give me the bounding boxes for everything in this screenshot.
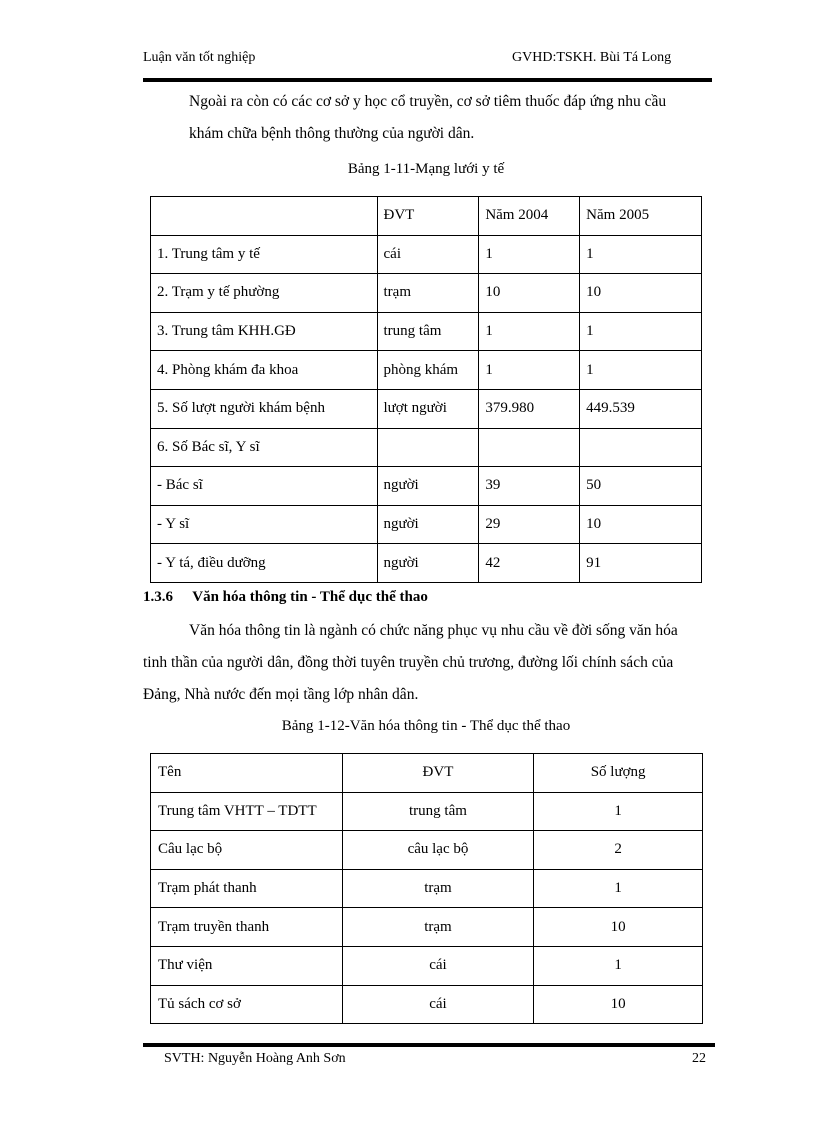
table-cell: câu lạc bộ — [342, 831, 534, 870]
header-right: GVHD:TSKH. Bùi Tá Long — [512, 50, 672, 65]
table-cell: 10 — [580, 274, 702, 313]
table-cell: người — [377, 544, 479, 583]
footer-rule — [143, 1043, 715, 1047]
table-row — [151, 312, 702, 351]
table-cell: Số lượng — [534, 754, 703, 793]
table-row — [151, 505, 702, 544]
table-cell: 6. Số Bác sĩ, Y sĩ — [151, 428, 378, 467]
table-cell: 10 — [580, 505, 702, 544]
table-cell: 39 — [479, 467, 580, 506]
intro-line-2: khám chữa bệnh thông thường của người dân. — [189, 125, 475, 142]
table-header-row — [151, 197, 702, 236]
header-rule — [143, 78, 712, 82]
table-row — [151, 831, 703, 870]
table-cell: 2. Trạm y tế phường — [151, 274, 378, 313]
table-cell: - Bác sĩ — [151, 467, 378, 506]
table-cell: 1 — [479, 312, 580, 351]
table-cell: 2 — [534, 831, 703, 870]
table-cell: 1 — [580, 312, 702, 351]
table-cell: trạm — [342, 869, 534, 908]
table-cell: lượt người — [377, 389, 479, 428]
table-row — [151, 985, 703, 1024]
table-cell: Câu lạc bộ — [151, 831, 343, 870]
table-cell: 29 — [479, 505, 580, 544]
table-cell: 1. Trung tâm y tế — [151, 235, 378, 274]
table-row — [151, 351, 702, 390]
table-cell: 50 — [580, 467, 702, 506]
table-cell: 4. Phòng khám đa khoa — [151, 351, 378, 390]
table-cell: Thư viện — [151, 946, 343, 985]
table-cell — [479, 428, 580, 467]
table-cell: người — [377, 467, 479, 506]
section-para-line-2: tinh thần của người dân, đồng thời tuyên truyền chủ trương, đường lối chính sách của — [143, 654, 674, 671]
page-number: 22 — [692, 1051, 706, 1066]
section-title: Văn hóa thông tin - Thể dục thể thao — [192, 589, 428, 605]
table-cell: trạm — [342, 908, 534, 947]
table-cell: trung tâm — [377, 312, 479, 351]
section-heading — [143, 589, 428, 606]
table-cell: 10 — [534, 908, 703, 947]
table-row — [151, 908, 703, 947]
table-cell: cái — [377, 235, 479, 274]
table-cell: ĐVT — [377, 197, 479, 236]
table-cell — [151, 197, 378, 236]
table-cell: - Y sĩ — [151, 505, 378, 544]
table-header-row — [151, 754, 703, 793]
table-row — [151, 946, 703, 985]
section-number: 1.3.6 — [143, 589, 173, 605]
table-cell — [580, 428, 702, 467]
table-cell: trạm — [377, 274, 479, 313]
table-cell: 3. Trung tâm KHH.GĐ — [151, 312, 378, 351]
table-cell: 449.539 — [580, 389, 702, 428]
table-row — [151, 544, 702, 583]
table-row — [151, 428, 702, 467]
table-cell: Trạm truyền thanh — [151, 908, 343, 947]
table-cell: 10 — [479, 274, 580, 313]
table-cell: Trạm phát thanh — [151, 869, 343, 908]
intro-line-1: Ngoài ra còn có các cơ sở y học cổ truyền, cơ sở tiêm thuốc đáp ứng nhu cầu — [189, 93, 667, 110]
culture-sports-table — [150, 753, 703, 1024]
table-cell: 5. Số lượt người khám bệnh — [151, 389, 378, 428]
table-row — [151, 467, 702, 506]
table-row — [151, 389, 702, 428]
table-cell: 1 — [534, 792, 703, 831]
table-cell: Tên — [151, 754, 343, 793]
table-cell: ĐVT — [342, 754, 534, 793]
table-cell — [377, 428, 479, 467]
table-cell: 1 — [479, 351, 580, 390]
table-cell: Tủ sách cơ sở — [151, 985, 343, 1024]
table-row — [151, 869, 703, 908]
table2-caption: Bảng 1-12-Văn hóa thông tin - Thể dục thể thao — [281, 718, 571, 734]
table-cell: 1 — [580, 351, 702, 390]
table-cell: Năm 2004 — [479, 197, 580, 236]
table-cell: người — [377, 505, 479, 544]
table-cell: cái — [342, 946, 534, 985]
table-cell: 42 — [479, 544, 580, 583]
table-cell: phòng khám — [377, 351, 479, 390]
table-cell: 10 — [534, 985, 703, 1024]
health-network-table — [150, 196, 702, 583]
table-row — [151, 274, 702, 313]
footer-author: SVTH: Nguyễn Hoàng Anh Sơn — [164, 1051, 346, 1066]
section-para-line-1: Văn hóa thông tin là ngành có chức năng phục vụ nhu cầu về đời sống văn hóa — [189, 622, 678, 639]
table-row — [151, 235, 702, 274]
section-para-line-3: Đảng, Nhà nước đến mọi tầng lớp nhân dân. — [143, 686, 419, 703]
table1-caption: Bảng 1-11-Mạng lưới y tế — [347, 161, 505, 177]
table-cell: 1 — [534, 946, 703, 985]
table-cell: trung tâm — [342, 792, 534, 831]
table-cell: 1 — [479, 235, 580, 274]
table-cell: 379.980 — [479, 389, 580, 428]
table-cell: cái — [342, 985, 534, 1024]
table-cell: 1 — [534, 869, 703, 908]
table-cell: 1 — [580, 235, 702, 274]
table-cell: Trung tâm VHTT – TDTT — [151, 792, 343, 831]
table-cell: Năm 2005 — [580, 197, 702, 236]
table-cell: - Y tá, điều dưỡng — [151, 544, 378, 583]
header-left: Luận văn tốt nghiệp — [143, 50, 256, 65]
table-cell: 91 — [580, 544, 702, 583]
table-row — [151, 792, 703, 831]
